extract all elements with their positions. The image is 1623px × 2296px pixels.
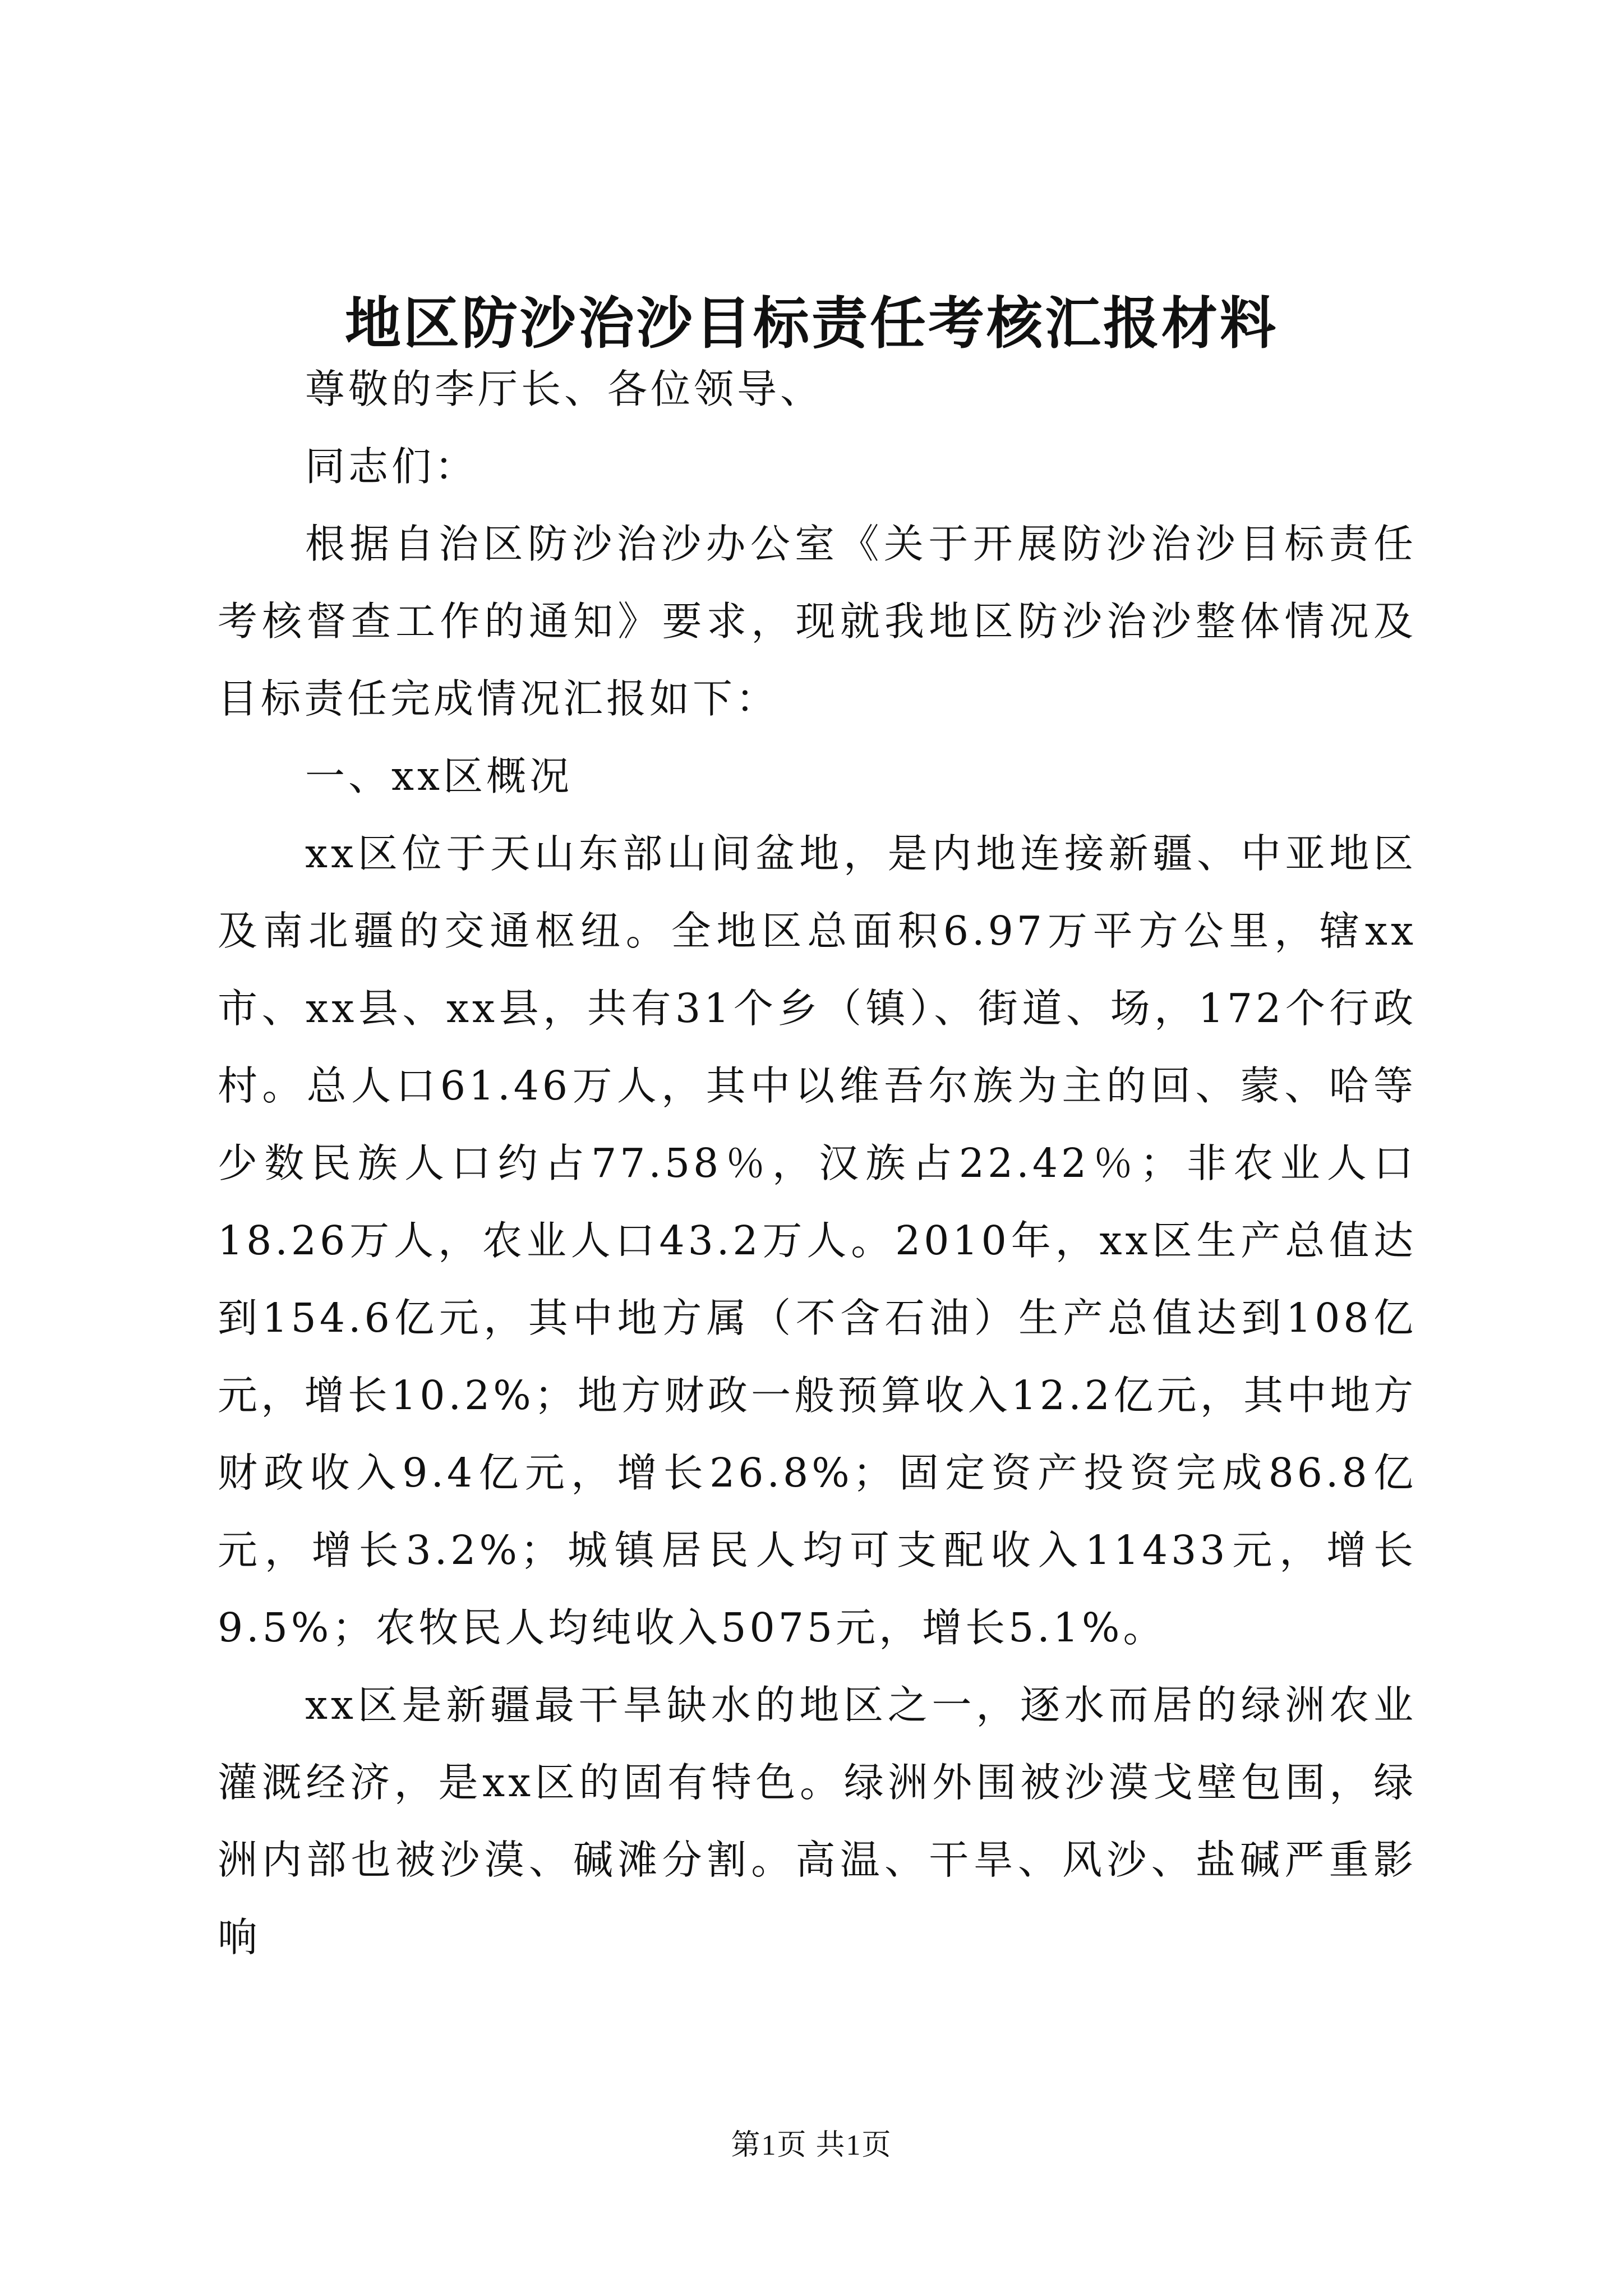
salutation-line-2: 同志们： [305,443,478,490]
document-title: 地区防沙治沙目标责任考核汇报材料 [345,290,1278,356]
climate-paragraph: xx区是新疆最干旱缺水的地区之一，逐水而居的绿洲农业灌溉经济，是xx区的固有特色。绿洲外围被沙漠戈壁包围，绿洲内部也被沙漠、碱滩分割。高温、干旱、风沙、盐碱严重影响 [218,1682,1417,1961]
salutation-line-1: 尊敬的李厅长、各位领导、 [305,366,824,412]
overview-paragraph: xx区位于天山东部山间盆地，是内地连接新疆、中亚地区及南北疆的交通枢纽。全地区总面积6.97万平方公里，辖xx市、xx县、xx县，共有31个乡（镇）、街道、场，172个行政村。总人口61.46万人，其中以维吾尔族为主的回、蒙、哈等少数民族人口约占77.58％，汉族占22.42％；非农业人口18.26万人，农业人口43.2万人。2010年，xx区生产总值达到154.6亿元，其中地方属（不含石油）生产总值达到108亿元，增长10.2%；地方财政一般预算收入12.2亿元，其中地方财政收入9.4亿元，增长26.8%；固定资产投资完成86.8亿元，增长3.2%；城镇居民人均可支配收入11433元，增长9.5%；农牧民人均纯收入5075元，增长5.1%。 [218,830,1417,1651]
intro-paragraph: 根据自治区防沙治沙办公室《关于开展防沙治沙目标责任考核督查工作的通知》要求，现就我地区防沙治沙整体情况及目标责任完成情况汇报如下： [218,521,1417,722]
document-body [218,351,1417,1976]
page-footer: 第1页 共1页 [731,2129,892,2161]
section-heading: 一、xx区概况 [305,753,573,799]
